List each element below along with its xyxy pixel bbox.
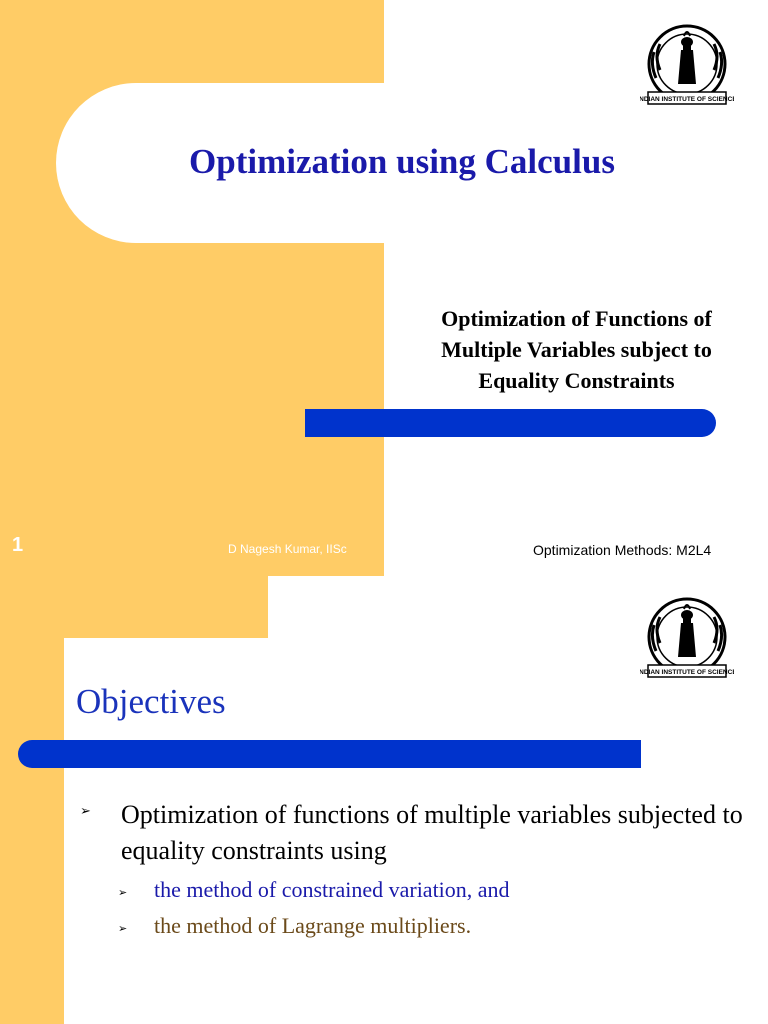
- left-orange-band: [0, 638, 64, 1024]
- iisc-logo: [640, 22, 734, 112]
- sub-bullet-marker: ➢: [118, 922, 128, 935]
- bullet-marker: ➢: [80, 804, 91, 819]
- iisc-seal-icon: [640, 595, 734, 685]
- iisc-seal-icon: [640, 22, 734, 112]
- accent-bar: [18, 740, 641, 768]
- logo-text: INDIAN INSTITUTE OF SCIENCE: [640, 96, 734, 103]
- main-bullet-text: Optimization of functions of multiple variables subjected to equality constraints using: [121, 800, 743, 865]
- footer-author: D Nagesh Kumar, IISc: [228, 542, 347, 556]
- page-title: Optimization using Calculus: [189, 142, 615, 181]
- section-title: Objectives: [76, 682, 226, 721]
- iisc-logo: [640, 595, 734, 685]
- slide-2: [0, 576, 768, 1024]
- page-subtitle: Optimization of Functions of Multiple Variables subject to Equality Constraints: [441, 306, 712, 393]
- left-orange-band-top: [0, 576, 268, 638]
- footer-course: Optimization Methods: M2L4: [533, 542, 712, 558]
- logo-text: INDIAN INSTITUTE OF SCIENCE: [640, 669, 734, 676]
- slide-number: 1: [12, 534, 24, 556]
- accent-bar: [305, 409, 716, 437]
- sub-bullet-marker: ➢: [118, 886, 128, 899]
- sub-bullet-text: the method of constrained variation, and: [154, 877, 510, 902]
- sub-bullet-text: the method of Lagrange multipliers.: [154, 913, 472, 938]
